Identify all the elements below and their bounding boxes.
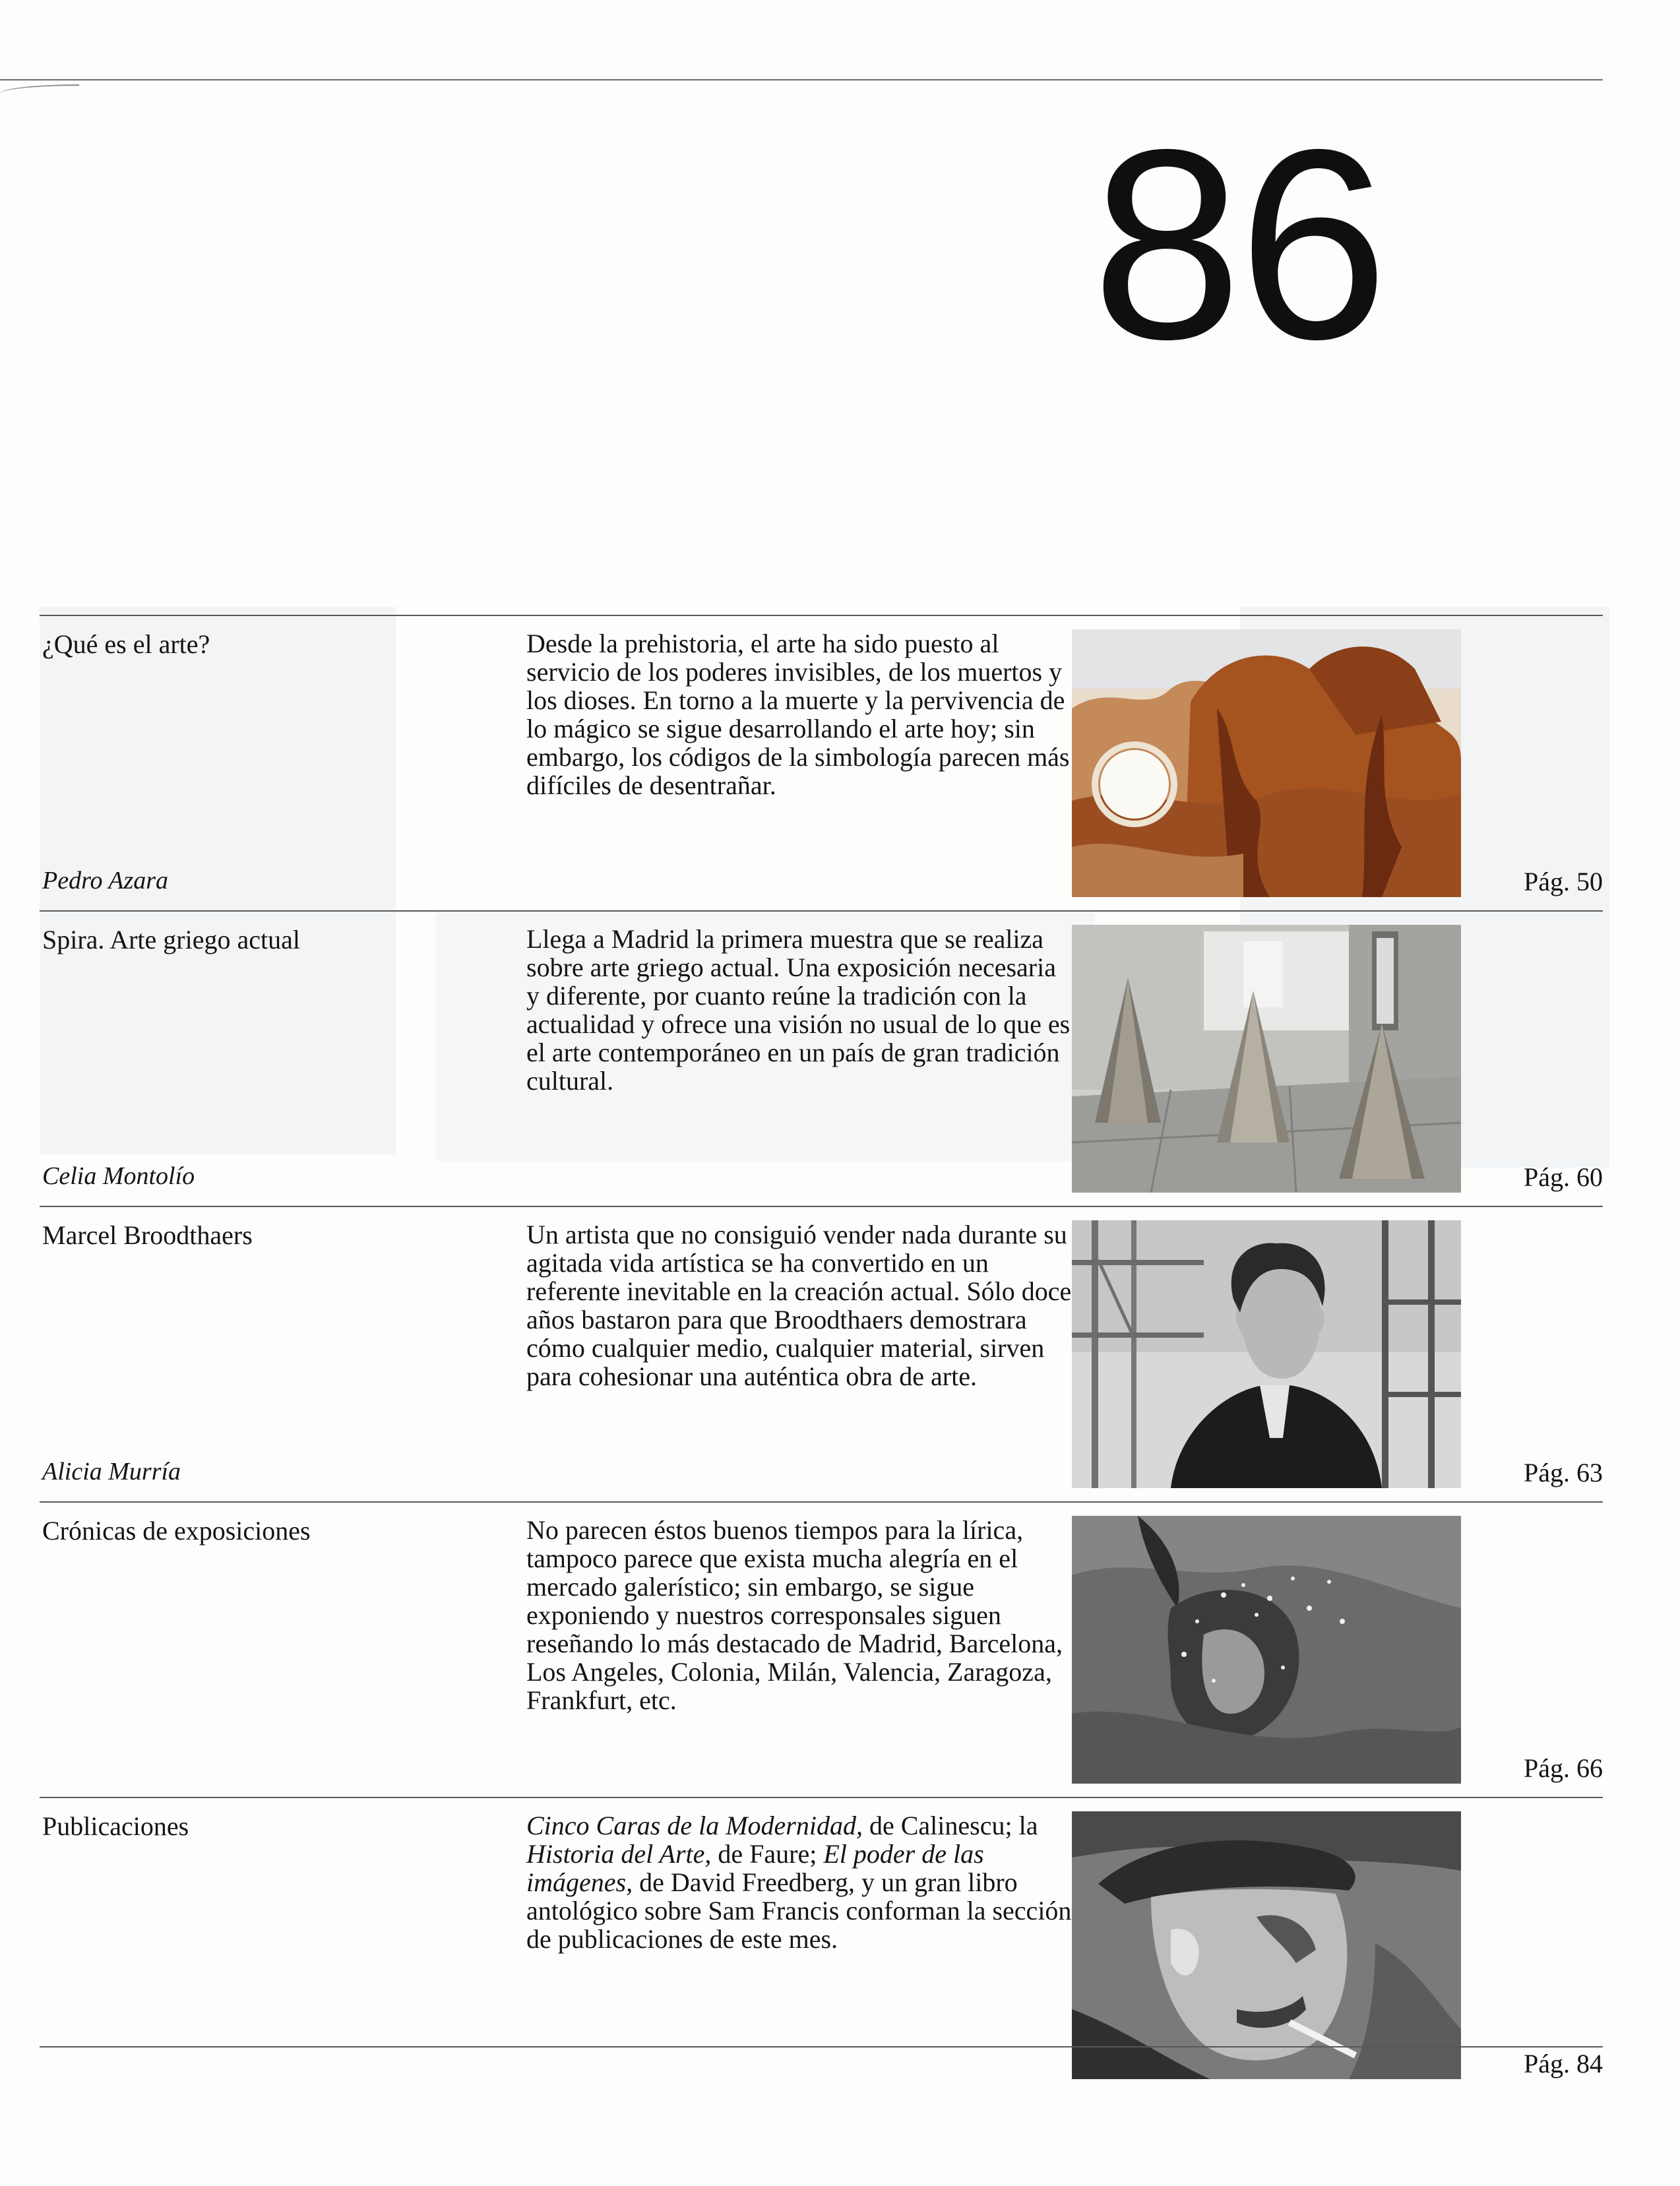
- toc-entry[interactable]: [40, 1206, 1603, 1501]
- page-reference[interactable]: Pág. 60: [1524, 1162, 1603, 1192]
- photo-painted-portrait: [1072, 1811, 1461, 2079]
- toc-entry[interactable]: [40, 910, 1603, 1206]
- book-title: Cinco Caras de la Modernidad,: [526, 1811, 863, 1840]
- photo-portrait-man: [1072, 1220, 1461, 1488]
- top-rule-curl: [0, 84, 79, 95]
- section-title[interactable]: Publicaciones: [42, 1811, 189, 1841]
- summary-text: Un artista que no consiguió vender nada durante su agitada vida artística se ha convertido en un referente inevitable en la creación actual. Sólo doce años bastaron para que Broodthaers demostrara cómo cualquier medio, cualquier material, sirven para cohesionar una auténtica obra de arte.: [526, 1220, 1072, 1391]
- author-name: Alicia Murría: [42, 1458, 181, 1485]
- toc-entry[interactable]: [40, 1501, 1603, 1797]
- summary-fragment: de Faure;: [711, 1839, 824, 1869]
- page-reference[interactable]: Pág. 50: [1524, 867, 1603, 896]
- summary-fragment: de David Freedberg, y un gran libro antológico sobre Sam Francis conforman la sección de publicaciones de este mes.: [526, 1867, 1072, 1954]
- book-title: Historia del Arte,: [526, 1839, 712, 1869]
- photo-woven-cones-installation: [1072, 925, 1461, 1193]
- section-title[interactable]: Spira. Arte griego actual: [42, 925, 300, 954]
- author-name: Pedro Azara: [42, 867, 169, 894]
- page-reference[interactable]: Pág. 66: [1524, 1753, 1603, 1783]
- photo-dark-figure-water: [1072, 1516, 1461, 1784]
- page-reference[interactable]: Pág. 84: [1524, 2049, 1603, 2078]
- summary-text: Desde la prehistoria, el arte ha sido puesto al servicio de los poderes invisibles, de los muertos y los dioses. En torno a la muerte y la pervivencia de lo mágico se sigue desarrollando el arte hoy; sin embargo, los códigos de la simbología parecen más difíciles de desentrañar.: [526, 629, 1070, 800]
- author-name: Celia Montolío: [42, 1162, 195, 1190]
- section-title[interactable]: Crónicas de exposiciones: [42, 1516, 311, 1546]
- section-title[interactable]: ¿Qué es el arte?: [42, 629, 210, 659]
- toc-entry[interactable]: [40, 615, 1603, 910]
- summary-fragment: de Calinescu; la: [862, 1811, 1038, 1840]
- summary-text: [526, 1811, 1074, 1953]
- summary-text: No parecen éstos buenos tiempos para la lírica, tampoco parece que exista mucha alegría en el mercado galerístico; sin embargo, se sigue exponiendo y nuestros corresponsales siguen reseñando lo más destacado de Madrid, Barcelona, Los Angeles, Colonia, Milán, Valencia, Zaragoza, Frankfurt, etc.: [526, 1515, 1063, 1715]
- section-title[interactable]: Marcel Broodthaers: [42, 1220, 253, 1250]
- page-reference[interactable]: Pág. 63: [1524, 1458, 1603, 1487]
- summary-text: Llega a Madrid la primera muestra que se realiza sobre arte griego actual. Una exposición necesaria y diferente, por cuanto reúne la tradición con la actualidad y ofrece una visión no usual de lo que es el arte contemporáneo en un país de gran tradición cultural.: [526, 924, 1071, 1096]
- bottom-rule: [40, 2046, 1603, 2047]
- book-title: El poder de las imágenes,: [526, 1839, 984, 1897]
- photo-painting-trees: [1072, 629, 1461, 897]
- issue-number: 86: [1092, 93, 1385, 395]
- toc-entry[interactable]: [40, 1797, 1603, 2092]
